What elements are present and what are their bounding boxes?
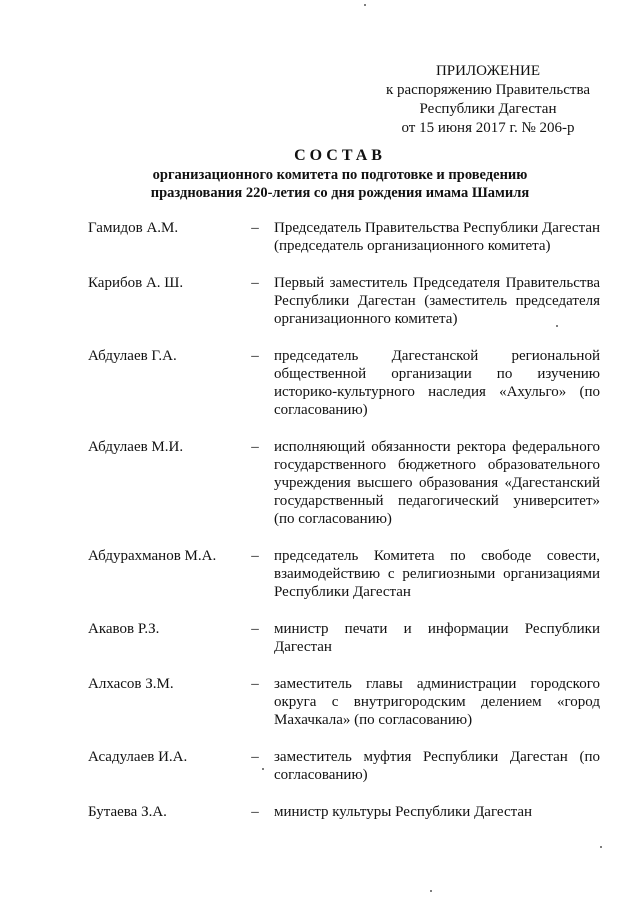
committee-members-list bbox=[88, 219, 600, 821]
appendix-order-line: к распоряжению Правительства bbox=[385, 82, 590, 98]
member-dash: – bbox=[251, 439, 259, 455]
member-role: заместитель главы администрации городского округа с внутригородским делением «город Махачкала» (по согласованию) bbox=[274, 676, 600, 728]
member-row bbox=[88, 748, 600, 784]
member-dash: – bbox=[251, 348, 259, 364]
member-name: Абдулаев Г.А. bbox=[88, 348, 177, 364]
member-role: заместитель муфтия Республики Дагестан (по согласованию) bbox=[274, 749, 600, 783]
member-role: председатель Комитета по свободе совести, взаимодействию с религиозными организациями Республики Дагестан bbox=[274, 548, 600, 600]
member-row bbox=[88, 547, 600, 601]
scan-speck bbox=[262, 768, 264, 770]
heading-line-1: организационного комитета по подготовке и проведению bbox=[152, 167, 528, 183]
member-dash: – bbox=[251, 548, 259, 564]
appendix-block bbox=[370, 62, 606, 138]
member-name: Алхасов З.М. bbox=[88, 676, 174, 692]
member-row bbox=[88, 438, 600, 528]
member-name: Бутаева З.А. bbox=[88, 804, 167, 820]
member-name: Асадулаев И.А. bbox=[88, 749, 188, 765]
member-role: председатель Дагестанской региональной общественной организации по изучению историко-культурного наследия «Ахульго» (по согласованию) bbox=[274, 348, 600, 418]
heading-title: СОСТАВ bbox=[294, 147, 386, 164]
member-row bbox=[88, 219, 600, 255]
member-dash: – bbox=[251, 676, 259, 692]
member-name: Акавов Р.З. bbox=[88, 621, 160, 637]
member-dash: – bbox=[251, 621, 259, 637]
scan-speck bbox=[430, 890, 432, 892]
member-name: Абдулаев М.И. bbox=[88, 439, 184, 455]
member-role: министр культуры Республики Дагестан bbox=[274, 804, 533, 820]
member-role: Председатель Правительства Республики Дагестан (председатель организационного комитета) bbox=[274, 220, 601, 254]
appendix-date-line: от 15 июня 2017 г. № 206-р bbox=[401, 120, 575, 136]
document-heading bbox=[100, 146, 580, 202]
member-dash: – bbox=[251, 804, 259, 820]
member-dash: – bbox=[251, 220, 259, 236]
member-role: Первый заместитель Председателя Правительства Республики Дагестан (заместитель председателя организационного комитета) bbox=[274, 275, 600, 327]
member-row bbox=[88, 274, 600, 328]
member-row bbox=[88, 803, 600, 821]
member-name: Гамидов А.М. bbox=[88, 220, 179, 236]
member-row bbox=[88, 620, 600, 656]
scan-speck bbox=[556, 325, 558, 327]
heading-line-2: празднования 220-летия со дня рождения имама Шамиля bbox=[150, 185, 530, 201]
appendix-government-line: Республики Дагестан bbox=[419, 101, 557, 117]
member-dash: – bbox=[251, 275, 259, 291]
member-name: Абдурахманов М.А. bbox=[88, 548, 217, 564]
scan-speck bbox=[600, 846, 602, 848]
member-name: Карибов А. Ш. bbox=[88, 275, 184, 291]
scan-speck bbox=[364, 4, 366, 6]
member-row bbox=[88, 347, 600, 419]
member-dash: – bbox=[251, 749, 259, 765]
member-role: исполняющий обязанности ректора федерального государственного бюджетного образовательного учреждения высшего образования «Дагестанский государственный педагогический университет» (по согласованию) bbox=[274, 439, 600, 527]
member-row bbox=[88, 675, 600, 729]
appendix-title: ПРИЛОЖЕНИЕ bbox=[435, 63, 541, 79]
member-role: министр печати и информации Республики Дагестан bbox=[274, 621, 600, 655]
